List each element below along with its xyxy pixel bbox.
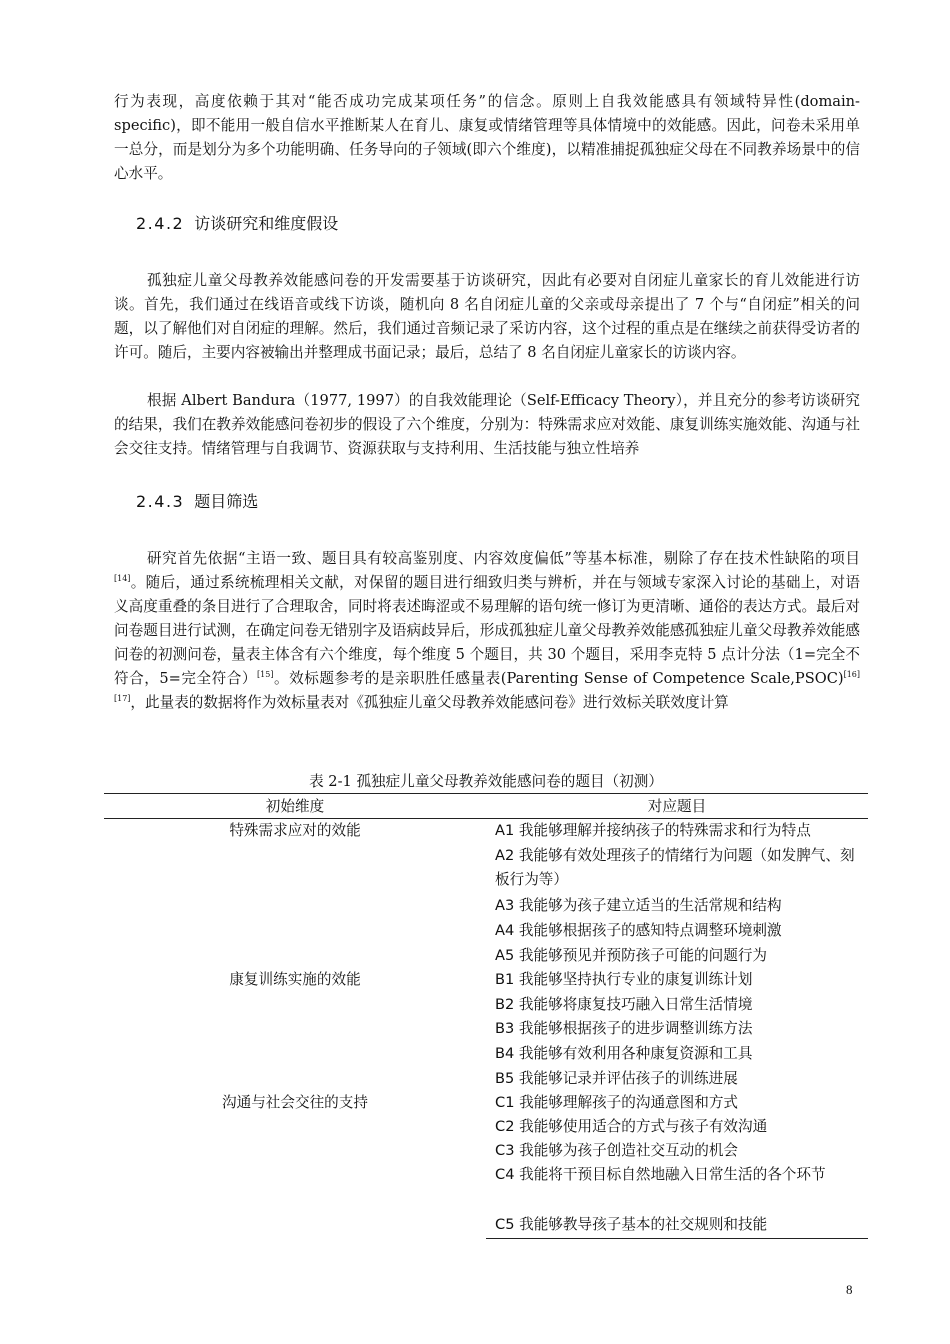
dimension-cell: 沟通与社会交往的支持 <box>222 1094 368 1111</box>
page-number: 8 <box>846 1282 853 1297</box>
item-cell: A1 我能够理解并接纳孩子的特殊需求和行为特点 <box>495 822 811 839</box>
item-cell: B3 我能够根据孩子的进步调整训练方法 <box>495 1020 753 1037</box>
citation: [16][17] <box>114 670 860 703</box>
table-caption: 表 2-1 孤独症儿童父母教养效能感问卷的题目（初测） <box>309 773 663 790</box>
item-cell: A4 我能够根据孩子的感知特点调整环境刺激 <box>495 922 782 939</box>
paragraph-text: 。效标题参考的是亲职胜任感量表(Parenting Sense of Competence Scale,PSOC) <box>273 670 844 687</box>
item-cell: C1 我能够理解孩子的沟通意图和方式 <box>495 1094 739 1111</box>
item-cell: B1 我能够坚持执行专业的康复训练计划 <box>495 971 753 988</box>
paragraph-text: 研究首先依据“主语一致、题目具有较高鉴别度、内容效度偏低”等基本标准，剔除了存在技术性缺陷的项目 <box>147 550 860 567</box>
paragraph-interview-study: 孤独症儿童父母教养效能感问卷的开发需要基于访谈研究，因此有必要对自闭症儿童家长的育儿效能进行访谈。首先，我们通过在线语音或线下访谈，随机向 8 名自闭症儿童的父亲或母亲提出了 7 个与“自闭症”相关的问题，以了解他们对自闭症的理解。然后，我们通过音频记录了采访内容，这个过程的重点是在继续之前获得受访者的许可。随后，主要内容被输出并整理成书面记录；最后，总结了 8 名自闭症儿童家长的访谈内容。 <box>114 272 860 361</box>
item-cell: C4 我能将干预目标自然地融入日常生活的各个环节 <box>495 1166 826 1183</box>
section-title: 访谈研究和维度假设 <box>194 214 339 233</box>
section-number: 2.4.3 <box>136 492 185 511</box>
table-bottom-rule <box>486 1238 868 1239</box>
item-cell: A2 我能够有效处理孩子的情绪行为问题（如发脾气、刻板行为等） <box>495 847 855 888</box>
paragraph-text: 。随后，通过系统梳理相关文献，对保留的题目进行细致归类与辨析，并在与领域专家深入讨论的基础上，对语义高度重叠的条目进行了合理取舍，同时将表述晦涩或不易理解的语句统一修订为更清晰、通俗的表达方式。最后对问卷题目进行试测，在确定问卷无错别字及语病歧异后，形成孤独症儿童父母教养效能感孤独症儿童父母教养效能感问卷的初测问卷，量表主体含有六个维度，每个维度 5 个题目，共 30 个题目，采用李克特 5 点计分法（1=完全不符合，5=完全符合） <box>114 574 860 687</box>
paragraph-item-screening <box>114 547 860 715</box>
item-cell: A5 我能够预见并预防孩子可能的问题行为 <box>495 947 768 964</box>
citation: [14] <box>114 574 131 583</box>
section-number: 2.4.2 <box>136 214 185 233</box>
paragraph-dimension-hypothesis: 根据 Albert Bandura（1977, 1997）的自我效能理论（Self-Efficacy Theory），并且充分的参考访谈研究的结果，我们在教养效能感问卷初步的假设了六个维度，分别为：特殊需求应对效能、康复训练实施效能、沟通与社会交往支持。情绪管理与自我调节、资源获取与支持利用、生活技能与独立性培养 <box>114 392 860 457</box>
item-cell: B5 我能够记录并评估孩子的训练进展 <box>495 1070 738 1087</box>
dimension-cell: 康复训练实施的效能 <box>229 971 361 988</box>
section-title: 题目筛选 <box>194 492 259 511</box>
citation: [15] <box>257 670 274 679</box>
table-header-items: 对应题目 <box>647 798 707 815</box>
item-cell: C2 我能够使用适合的方式与孩子有效沟通 <box>495 1118 768 1135</box>
table-header-dimension: 初始维度 <box>265 798 325 815</box>
paragraph-text: ，此量表的数据将作为效标量表对《孤独症儿童父母教养效能感问卷》进行效标关联效度计算 <box>130 694 729 711</box>
item-cell: A3 我能够为孩子建立适当的生活常规和结构 <box>495 897 782 914</box>
section-heading-2-4-3 <box>136 490 258 514</box>
section-heading-2-4-2 <box>136 212 338 236</box>
item-cell: B4 我能够有效利用各种康复资源和工具 <box>495 1045 753 1062</box>
table-top-rule <box>104 793 868 794</box>
paragraph-domain-specificity: 行为表现，高度依赖于其对“能否成功完成某项任务”的信念。原则上自我效能感具有领域特异性(domain-specific)，即不能用一般自信水平推断某人在育儿、康复或情绪管理等具体情境中的效能感。因此，问卷未采用单一总分，而是划分为多个功能明确、任务导向的子领域(即六个维度)，以精准捕捉孤独症父母在不同教养场景中的信心水平。 <box>114 93 860 182</box>
item-cell: B2 我能够将康复技巧融入日常生活情境 <box>495 996 753 1013</box>
item-cell: C5 我能够教导孩子基本的社交规则和技能 <box>495 1216 768 1233</box>
dimension-cell: 特殊需求应对的效能 <box>229 822 361 839</box>
item-cell: C3 我能够为孩子创造社交互动的机会 <box>495 1142 739 1159</box>
